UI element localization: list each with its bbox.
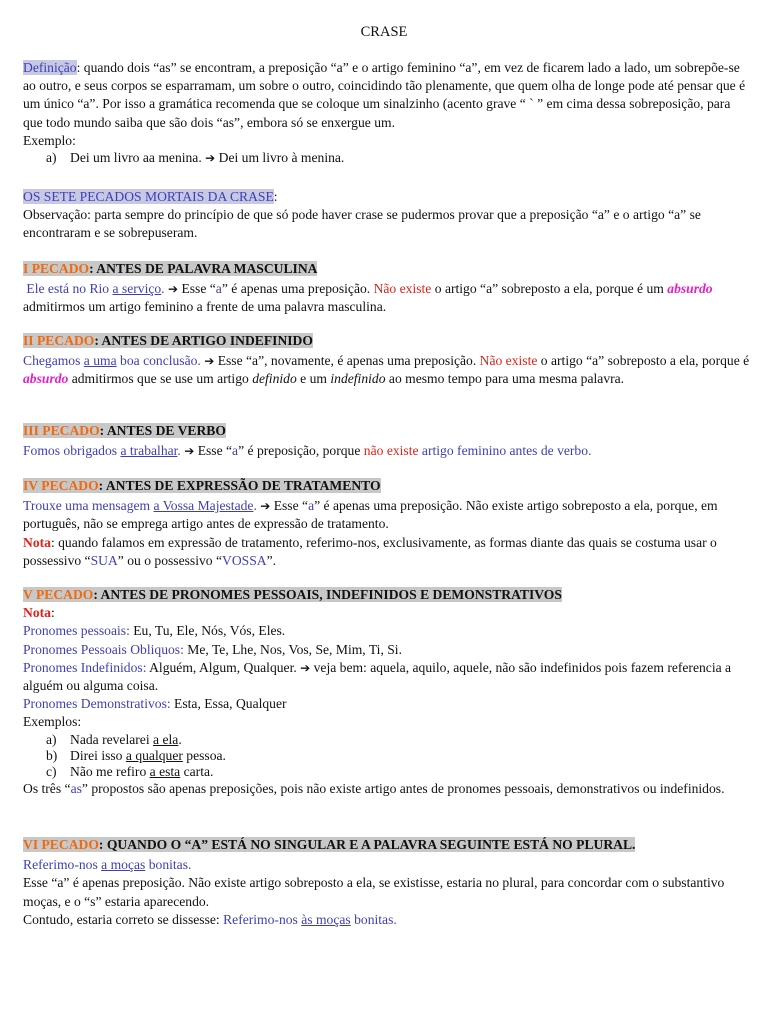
sins-colon: :	[273, 189, 278, 204]
right-arrow-icon: ➔	[300, 660, 311, 675]
sin-6-label: VI PECADO	[23, 837, 99, 852]
sins-intro	[23, 188, 753, 243]
sin-6-title: : QUANDO O “A” ESTÁ NO SINGULAR E A PALAVRA SEGUINTE ESTÁ NO PLURAL.	[98, 837, 636, 852]
pronoun-row: Pronomes Pessoais Obliquos: Me, Te, Lhe, Nos, Vos, Se, Mim, Ti, Si.	[23, 641, 402, 657]
sin-6-correct: Contudo, estaria correto se dissesse: Referimo-nos às moças bonitas.	[23, 911, 397, 927]
sin-1-example-underline: a serviço	[112, 281, 162, 297]
pronoun-row: Pronomes pessoais: Eu, Tu, Ele, Nós, Vós, Eles.	[23, 623, 286, 639]
example-right: Dei um livro à menina.	[218, 150, 345, 166]
list-item: b) Direi isso a qualquer pessoa.	[46, 747, 226, 763]
list-marker: a)	[46, 150, 57, 166]
sin-5-label: V PECADO	[23, 587, 94, 602]
document-title: CRASE	[360, 24, 408, 40]
right-arrow-icon: ➔	[260, 499, 271, 514]
right-arrow-icon: ➔	[167, 282, 179, 297]
sin-1	[23, 260, 753, 317]
sin-3	[23, 422, 753, 460]
examples-label: Exemplos:	[23, 714, 82, 730]
pronoun-row: Pronomes Indefinidos: Alguém, Algum, Qualquer. ➔ veja bem: aquela, aquilo, aquele, não são indefinidos pois fazem referencia a alguém ou alguma coisa.	[23, 659, 732, 694]
sin-5-title: : ANTES DE PRONOMES PESSOAIS, INDEFINIDOS E DEMONSTRATIVOS	[93, 587, 562, 602]
sin-4	[23, 477, 753, 570]
definition-section	[23, 59, 753, 166]
sin-3-title: : ANTES DE VERBO	[99, 423, 226, 438]
sin-1-title: : ANTES DE PALAVRA MASCULINA	[89, 261, 318, 276]
sin-2	[23, 332, 753, 389]
sin-4-title: : ANTES DE EXPRESSÃO DE TRATAMENTO	[98, 478, 381, 493]
sins-heading: OS SETE PECADOS MORTAIS DA CRASE	[23, 189, 274, 204]
sin-4-label: IV PECADO	[23, 478, 99, 493]
sin-6-text: Esse “a” é apenas preposição. Não existe artigo sobreposto a ela, se existisse, estaria no plural, para concordar com o substantivo moças, e o “s” estaria aparecendo.	[23, 875, 725, 909]
right-arrow-icon: ➔	[184, 444, 195, 459]
sin-4-note: Nota: quando falamos em expressão de tratamento, referimo-nos, exclusivamente, as formas diante das quais se costuma usar o possessivo “SUA” ou o possessivo “VOSSA”.	[23, 534, 717, 568]
sin-5: V PECADO: ANTES DE PRONOMES PESSOAIS, INDEFINIDOS E DEMONSTRATIVOS Nota: Pronomes pessoais: Eu, Tu, Ele, Nós, Vós, Eles. Pronomes Pessoais Obliquos: Me, Te, Lhe, Nos, Vos, Se, Mim, Ti, Si. Pronomes Indefinidos: Alguém, Algum, Qualquer. ➔ veja bem: aquela, aquilo, aquele, não são indefinidos pois fazem referencia a alguém ou alguma coisa. Pronomes Demonstrativos: Esta, Essa, Qualquer Exemplos: a) Nada revelarei a ela. b) Direi isso a qualquer pessoa. c) Não me refiro a esta carta. Os três “as” propostos são apenas preposições, pois não existe artigo antes de pronomes pessoais, demonstrativos ou indefinidos.	[23, 586, 753, 798]
list-item: a) Nada revelarei a ela.	[46, 731, 182, 747]
example-label: Exemplo:	[23, 132, 76, 148]
sin-2-title: : ANTES DE ARTIGO INDEFINIDO	[94, 333, 313, 348]
pronoun-row: Pronomes Demonstrativos: Esta, Essa, Qualquer	[23, 696, 287, 712]
sin-1-label: I PECADO	[23, 261, 90, 276]
definition-term: Definição	[23, 60, 77, 75]
sin-2-label: II PECADO	[23, 333, 95, 348]
example-item	[23, 150, 753, 166]
sin-1-text: Ele está no Rio a serviço. ➔ Esse “a” é apenas uma preposição. Não existe o artigo “a” sobreposto a ela, porque é um absurdo admitirmos um artigo feminino a frente de uma palavra masculina.	[23, 281, 713, 315]
sin-5-conclusion: Os três “as” propostos são apenas preposições, pois não existe artigo antes de pronomes pessoais, demonstrativos ou indefinidos.	[23, 780, 725, 796]
sin-5-note: Nota	[23, 605, 51, 621]
sin-2-text: Chegamos a uma boa conclusão. ➔ Esse “a”, novamente, é apenas uma preposição. Não existe o artigo “a” sobreposto a ela, porque é absurdo admitirmos que se use um artigo definido e um indefinido ao mesmo tempo para uma mesma palavra.	[23, 353, 750, 387]
definition-paragraph	[23, 59, 753, 132]
sin-6-example: Referimo-nos a moças bonitas.	[23, 857, 192, 873]
observation-text: Observação: parta sempre do princípio de que só pode haver crase se pudermos provar que a preposição “a” e o artigo “a” se encontraram e se sobrepuseram.	[23, 207, 701, 241]
definition-text: : quando dois “as” se encontram, a preposição “a” e o artigo feminino “a”, em vez de ficarem lado a lado, um sobrepõe-se ao outro, e seus corpos se esparramam, um sobre o outro, coincidindo tão plenamente, que quem olha de longe pode até pensar que é um único “a”. Por isso a gramática recomenda que se coloque um sinalzinho (acento grave “ ` ” em cima dessa sobreposição, para que todo mundo saiba que são dois “as”, embora só se enxergue um.	[23, 60, 746, 130]
sin-3-label: III PECADO	[23, 423, 100, 438]
example-wrong: Dei um livro aa menina.	[70, 150, 202, 166]
sin-3-text: Fomos obrigados a trabalhar. ➔ Esse “a” é preposição, porque não existe artigo feminino antes de verbo.	[23, 443, 592, 459]
sin-6	[23, 836, 753, 929]
list-item: c) Não me refiro a esta carta.	[46, 763, 214, 779]
sin-4-text: Trouxe uma mensagem a Vossa Majestade. ➔ Esse “a” é apenas uma preposição. Não existe artigo sobreposto a ela, porque, em português, não se emprega artigo antes de expressão de tratamento.	[23, 498, 718, 532]
right-arrow-icon: ➔	[205, 151, 216, 166]
right-arrow-icon: ➔	[204, 354, 215, 369]
